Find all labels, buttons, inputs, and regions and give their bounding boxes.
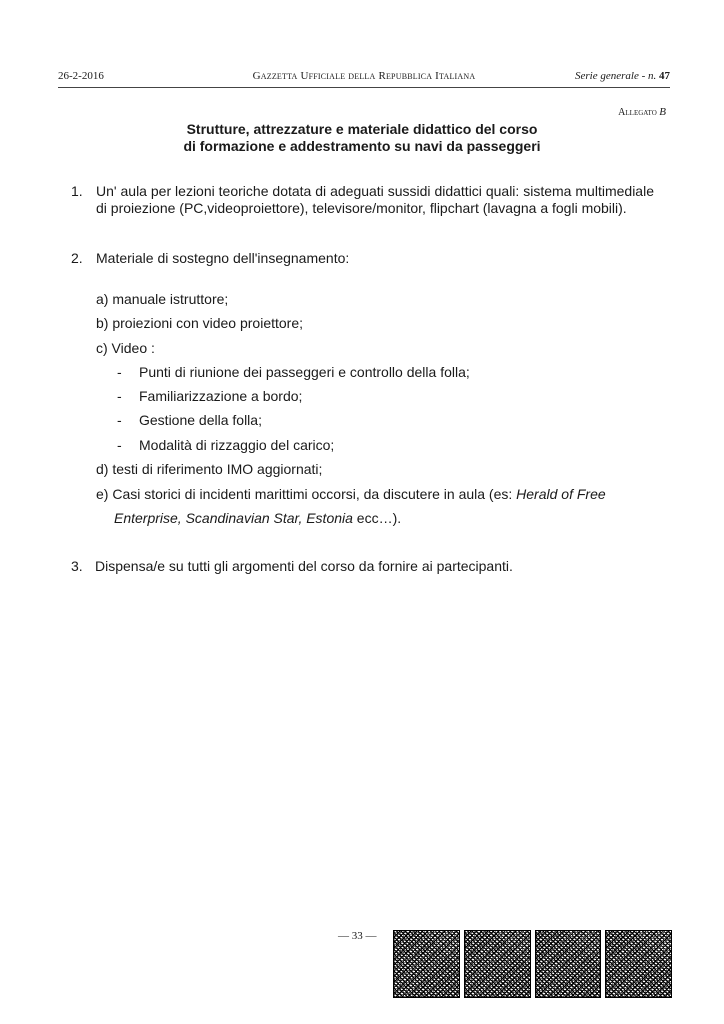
video-bullet: - (117, 364, 122, 380)
item-1-number: 1. (71, 183, 83, 199)
video-item-4: Modalità di rizzaggio del carico; (139, 437, 335, 453)
gazette-title: Gazzetta Ufficiale della Repubblica Italiana (252, 70, 476, 82)
item-3-number: 3. (71, 558, 83, 574)
video-item-1: Punti di riunione dei passeggeri e controllo della folla; (139, 364, 470, 380)
material-d: d) testi di riferimento IMO aggiornati; (96, 461, 323, 477)
series-label: Serie generale - n. (575, 70, 657, 82)
datamatrix-code (605, 930, 672, 998)
issue-date: 26-2-2016 (58, 70, 104, 82)
annex-letter: B (659, 106, 666, 118)
material-e-continued (114, 510, 401, 527)
page-header (58, 70, 670, 86)
video-bullet: - (117, 437, 122, 453)
video-bullet: - (117, 412, 122, 428)
datamatrix-code (393, 930, 460, 998)
material-e-ships-1: Herald of Free (516, 486, 606, 502)
document-title (58, 121, 666, 155)
datamatrix-code (535, 930, 602, 998)
header-rule (58, 87, 670, 88)
item-3-text: Dispensa/e su tutti gli argomenti del corso da fornire ai partecipanti. (95, 558, 513, 574)
material-e-ships-2: Enterprise, Scandinavian Star, Estonia (114, 510, 353, 526)
title-line-1: Strutture, attrezzature e materiale didattico del corso (186, 121, 538, 137)
video-item-3: Gestione della folla; (139, 412, 262, 428)
item-2-number: 2. (71, 250, 83, 266)
datamatrix-code (464, 930, 531, 998)
annex-label (618, 106, 666, 118)
material-e-suffix: ecc…). (352, 510, 402, 526)
material-a: a) manuale istruttore; (96, 291, 229, 307)
item-2-text: Materiale di sostegno dell'insegnamento: (96, 250, 350, 266)
item-1-text: Un' aula per lezioni teoriche dotata di adeguati sussidi didattici quali: sistema multimediale di proiezione (PC,videoproiettore), televisore/monitor, flipchart (lavagna a fogli mobili). (96, 183, 654, 216)
material-b: b) proiezioni con video proiettore; (96, 315, 304, 331)
video-bullet: - (117, 388, 122, 404)
video-item-2: Familiarizzazione a bordo; (139, 388, 303, 404)
series-number (575, 70, 670, 82)
title-line-2: di formazione e addestramento su navi da passeggeri (183, 138, 541, 154)
page-number: — 33 — (338, 930, 377, 942)
series-issue-number: 47 (659, 70, 670, 82)
material-e (96, 486, 606, 503)
datamatrix-codes (393, 930, 672, 998)
annex-word: Allegato (618, 107, 657, 118)
material-e-prefix: e) Casi storici di incidenti marittimi occorsi, da discutere in aula (es: (96, 486, 517, 502)
material-c: c) Video : (96, 340, 155, 356)
